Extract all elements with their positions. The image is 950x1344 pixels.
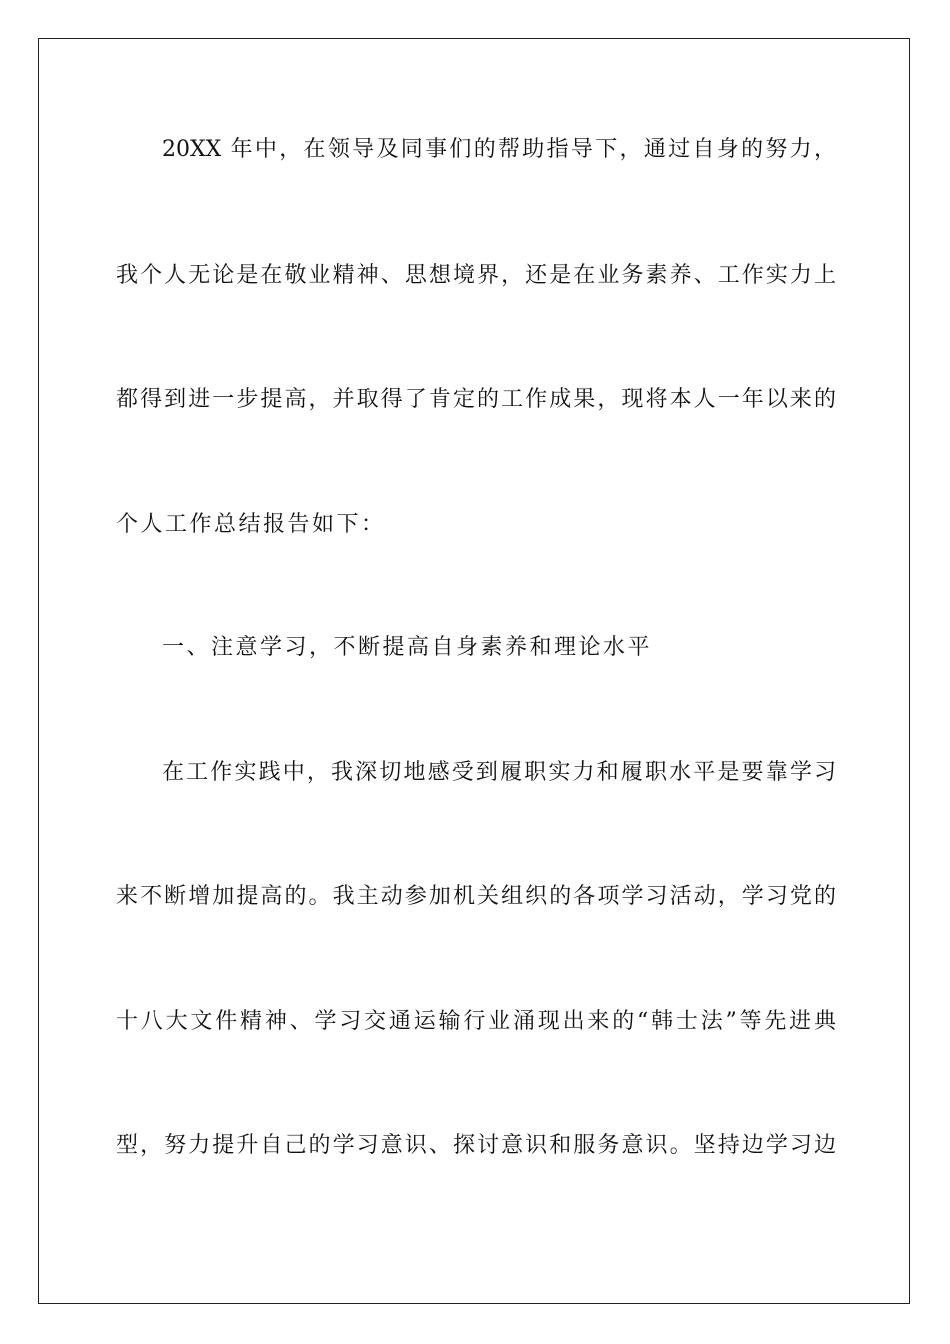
paragraph-1-line-3: 都得到进一步提高，并取得了肯定的工作成果，现将本人一年以来的 [116,387,836,412]
paragraph-1-line-4: 个人工作总结报告如下： [116,512,386,537]
page-frame [38,38,910,1304]
paragraph-2-line-1: 在工作实践中，我深切地感受到履职实力和履职水平是要靠学习 [162,760,836,785]
paragraph-2-line-3: 十八大文件精神、学习交通运输行业涌现出来的“韩士法”等先进典 [116,1009,836,1034]
paragraph-2-line-2: 来不断增加提高的。我主动参加机关组织的各项学习活动，学习党的 [116,884,836,909]
paragraph-1-line-2: 我个人无论是在敬业精神、思想境界，还是在业务素养、工作实力上 [116,263,836,288]
paragraph-1-line-1: 20XX 年中，在领导及同事们的帮助指导下，通过自身的努力， [162,137,836,162]
paragraph-2-line-4: 型，努力提升自己的学习意识、探讨意识和服务意识。坚持边学习边 [116,1133,836,1158]
section-heading-1: 一、注意学习，不断提高自身素养和理论水平 [162,635,653,660]
